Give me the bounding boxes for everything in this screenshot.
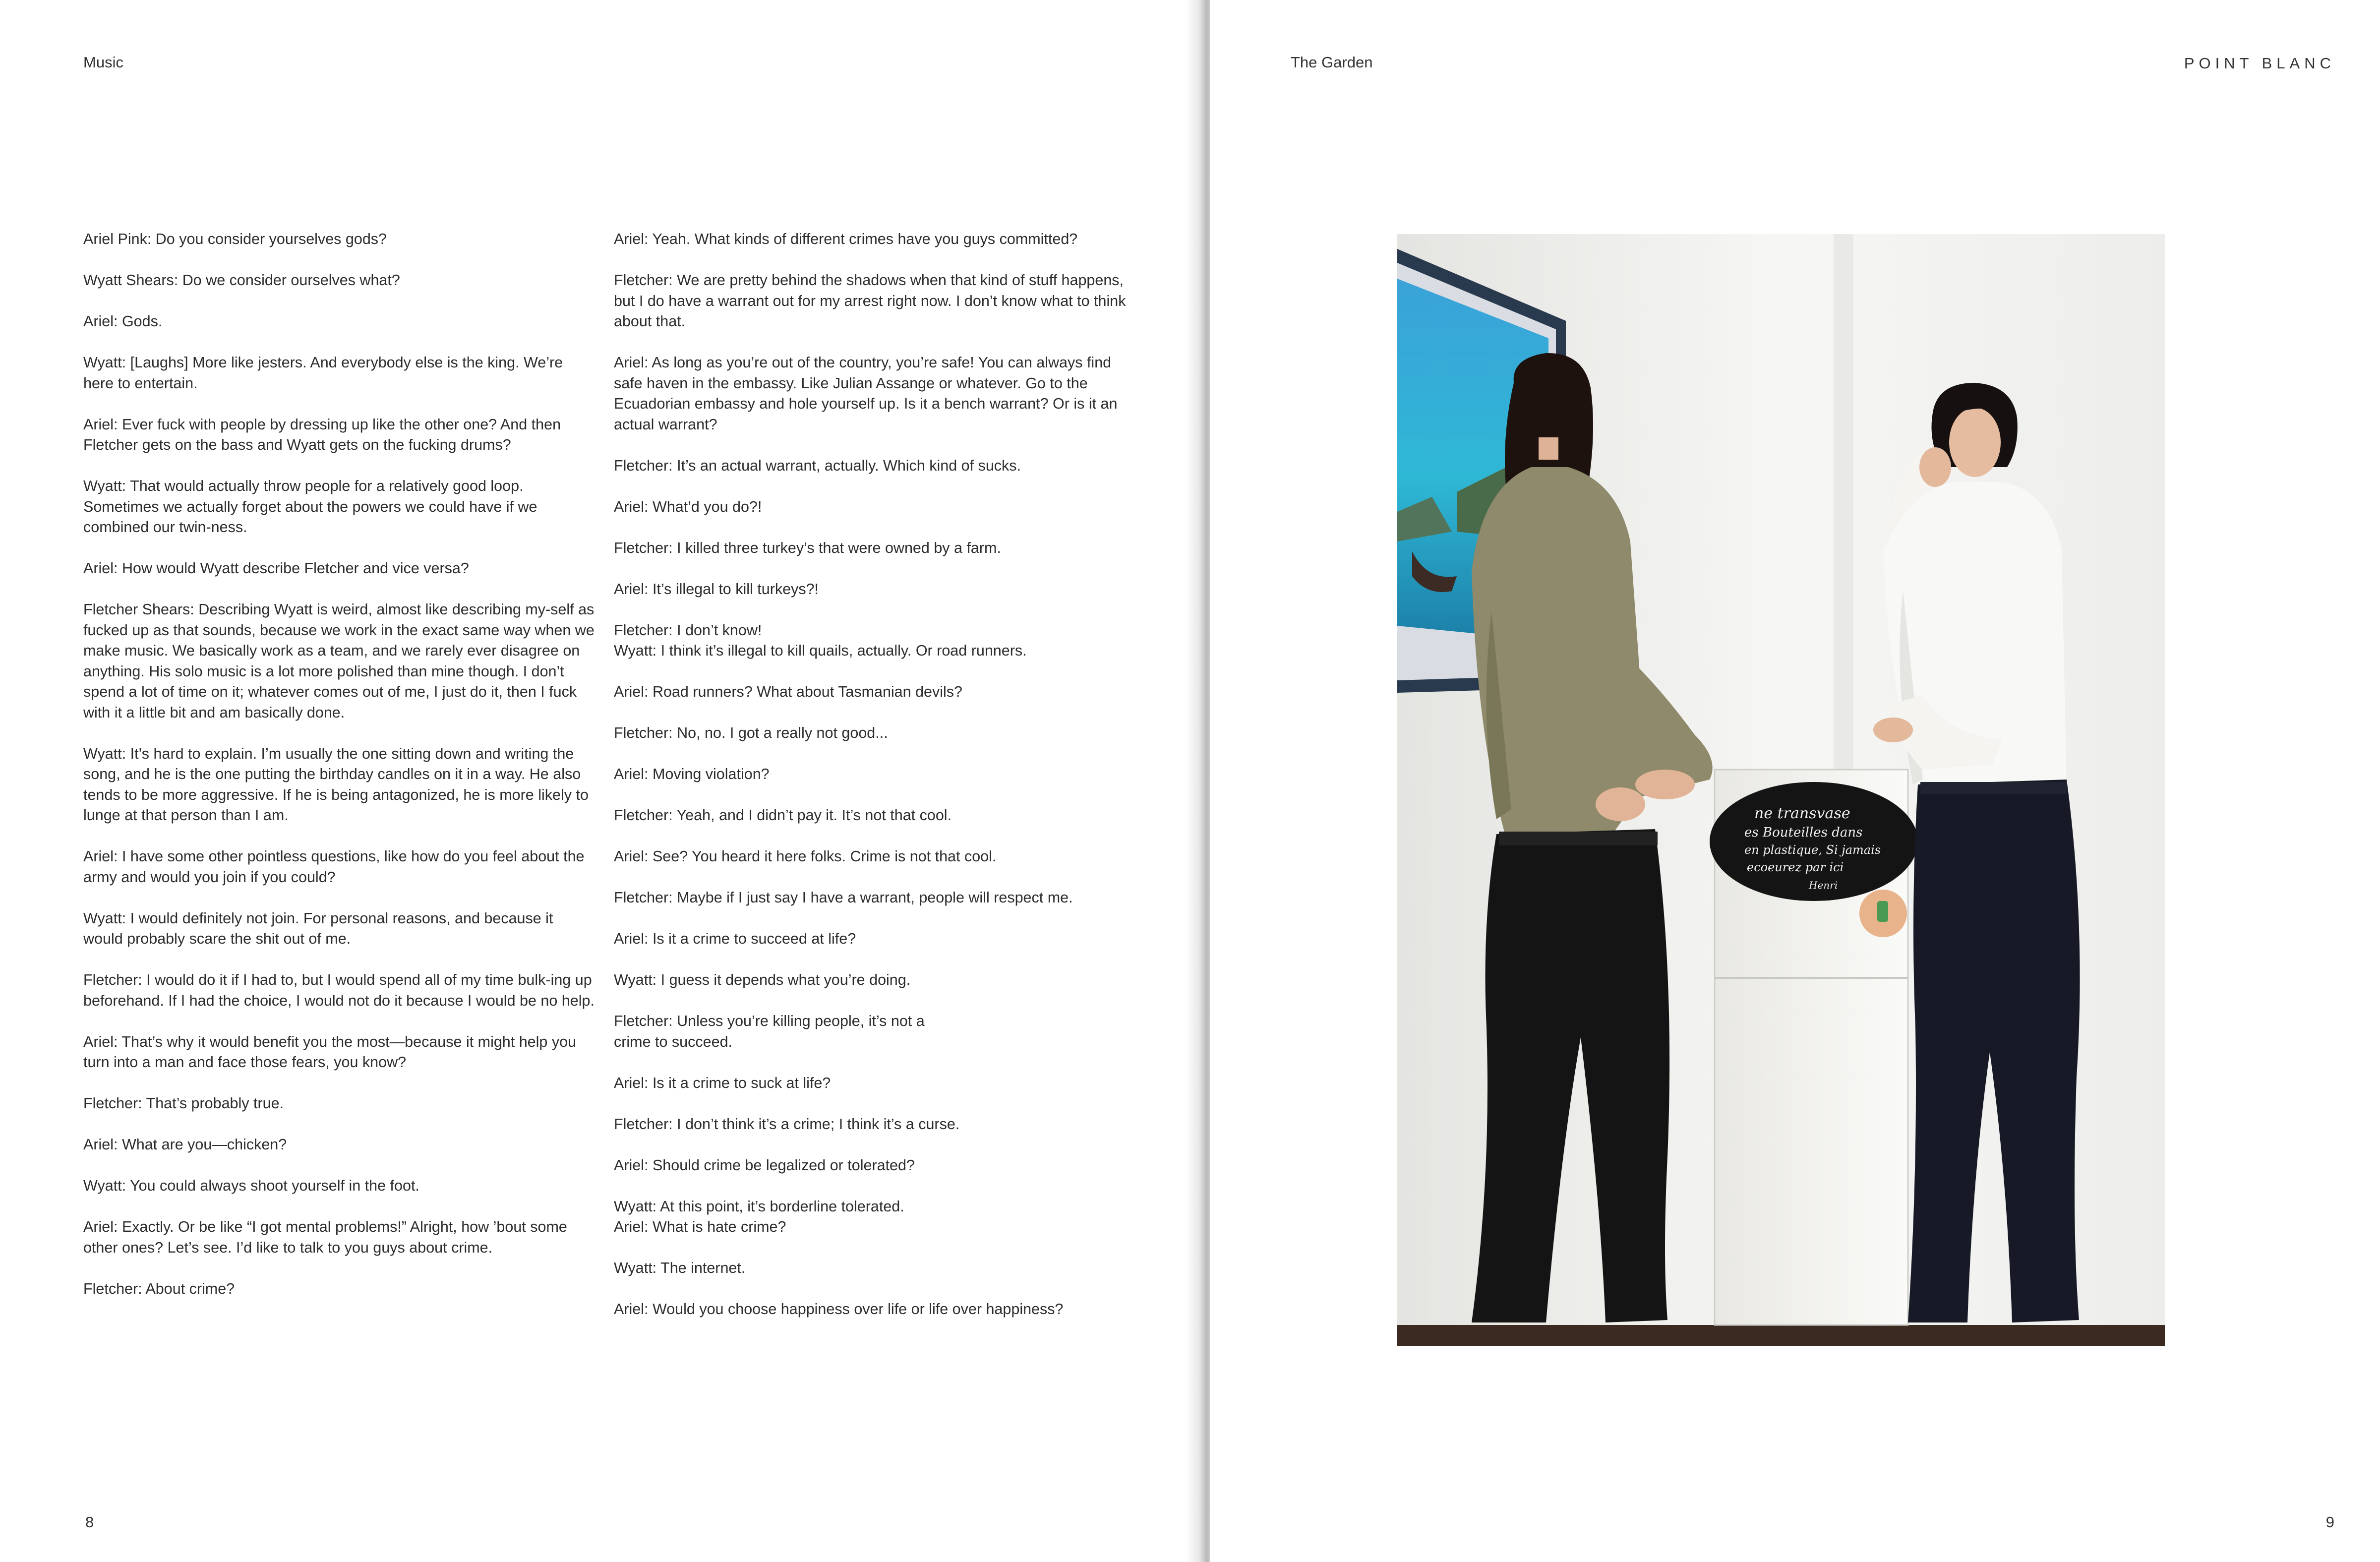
interview-line: Wyatt: I think it’s illegal to kill quails, actually. Or road runners. bbox=[614, 642, 1027, 659]
interview-line: Fletcher: I don’t know! bbox=[614, 621, 762, 639]
interview-paragraph: Fletcher: No, no. I got a really not good... bbox=[614, 724, 888, 741]
interview-paragraph: Ariel: Exactly. Or be like “I got mental problems!” Alright, how ’bout some other ones? Let’s see. I’d like to talk to you guys about crime. bbox=[83, 1218, 567, 1256]
interview-paragraph: Wyatt: You could always shoot yourself in the foot. bbox=[83, 1177, 419, 1194]
interview-paragraph: Ariel: See? You heard it here folks. Crime is not that cool. bbox=[614, 848, 997, 865]
interview-paragraph: Ariel: What are you—chicken? bbox=[83, 1136, 287, 1153]
interview-paragraph: Ariel: Would you choose happiness over life or life over happiness? bbox=[614, 1301, 1064, 1318]
page-number: 8 bbox=[85, 1513, 94, 1531]
interview-paragraph: Wyatt: It’s hard to explain. I’m usually the one sitting down and writing the song, and he is the one putting the birthday candles on it in a way. He also tends to be more aggressive. If he is being antagonized, he is more likely to lunge at that person than I am. bbox=[83, 745, 589, 824]
interview-paragraph: Ariel: How would Wyatt describe Fletcher and vice versa? bbox=[83, 560, 469, 577]
fridge-note-signature: Henri bbox=[1809, 879, 1838, 891]
interview-paragraph: Ariel: Road runners? What about Tasmanian devils? bbox=[614, 683, 963, 700]
interview-line: Fletcher: Unless you’re killing people, it’s not a bbox=[614, 1013, 925, 1029]
interview-paragraph: Ariel: Moving violation? bbox=[614, 766, 770, 782]
interview-paragraph: Wyatt: That would actually throw people for a relatively good loop. Sometimes we actually forget about the powers we could have if we combined our twin-ness. bbox=[83, 478, 537, 536]
interview-paragraph: Ariel: Ever fuck with people by dressing up like the other one? And then Fletcher gets on the bass and Wyatt gets on the fucking drums? bbox=[83, 416, 561, 453]
interview-paragraph: Wyatt Shears: Do we consider ourselves what? bbox=[83, 272, 400, 289]
interview-paragraph: Fletcher: I don’t think it’s a crime; I think it’s a curse. bbox=[614, 1115, 960, 1133]
interview-paragraph: Ariel: As long as you’re out of the country, you’re safe! You can always find safe haven in the embassy. Like Julian Assange or whatever. Go to the Ecuadorian embassy and hole yourself up. Is it a bench warrant? Or is it an actual warrant? bbox=[614, 354, 1118, 433]
interview-paragraph: Ariel: Is it a crime to succeed at life? bbox=[614, 930, 856, 947]
interview-paragraph bbox=[614, 1011, 1127, 1052]
section-label: The Garden bbox=[1291, 54, 1373, 71]
portrait-photo bbox=[1397, 234, 2165, 1346]
interview-paragraph: Wyatt: The internet. bbox=[614, 1260, 746, 1276]
interview-paragraph: Fletcher Shears: Describing Wyatt is weird, almost like describing my-self as fucked up as that sounds, because we work in the exact same way when we make music. We basically work as a team, and we rarely ever disagree on anything. His solo music is a lot more polished than mine though. I don’t spend a lot of time on it; whatever comes out of me, I just do it, then I fuck with it a little bit and am basically done. bbox=[83, 601, 595, 721]
page-number: 9 bbox=[2325, 1513, 2334, 1531]
interview-paragraph: Ariel: Should crime be legalized or tolerated? bbox=[614, 1156, 915, 1174]
interview-line: Ariel: What is hate crime? bbox=[614, 1218, 786, 1235]
fridge-note-line: ecoeurez par ici bbox=[1747, 860, 1844, 874]
interview-paragraph: Fletcher: Maybe if I just say I have a warrant, people will respect me. bbox=[614, 889, 1073, 906]
interview-column-2 bbox=[614, 229, 1127, 1340]
fridge-note-line: en plastique, Si jamais bbox=[1744, 843, 1881, 857]
fridge-note-line: es Bouteilles dans bbox=[1744, 825, 1863, 840]
interview-column-1 bbox=[83, 229, 596, 1320]
magazine-brand: POINT BLANC bbox=[2184, 55, 2335, 72]
interview-paragraph: Ariel: It’s illegal to kill turkeys?! bbox=[614, 580, 819, 598]
interview-paragraph: Wyatt: [Laughs] More like jesters. And everybody else is the king. We’re here to entertain. bbox=[83, 354, 563, 392]
interview-paragraph: Wyatt: I guess it depends what you’re doing. bbox=[614, 971, 911, 988]
interview-paragraph: Ariel: Yeah. What kinds of different crimes have you guys committed? bbox=[614, 231, 1078, 247]
interview-paragraph: Fletcher: I would do it if I had to, but I would spend all of my time bulk-ing up beforehand. If I had the choice, I would not do it because I would be no help. bbox=[83, 971, 595, 1009]
interview-paragraph: Wyatt: I would definitely not join. For personal reasons, and because it would probably scare the shit out of me. bbox=[83, 909, 553, 947]
interview-paragraph: Ariel: Is it a crime to suck at life? bbox=[614, 1074, 831, 1091]
interview-paragraph bbox=[614, 620, 1127, 661]
interview-line: crime to succeed. bbox=[614, 1033, 733, 1050]
fridge bbox=[1710, 770, 1918, 1325]
interview-paragraph: Fletcher: I killed three turkey’s that were owned by a farm. bbox=[614, 539, 1001, 556]
interview-line: Wyatt: At this point, it’s borderline tolerated. bbox=[614, 1198, 904, 1215]
interview-paragraph: Ariel: What’d you do?! bbox=[614, 498, 762, 515]
interview-paragraph: Ariel: Gods. bbox=[83, 313, 163, 330]
interview-paragraph: Ariel: I have some other pointless questions, like how do you feel about the army and would you join if you could? bbox=[83, 848, 585, 886]
interview-paragraph: Fletcher: That’s probably true. bbox=[83, 1095, 284, 1112]
interview-paragraph: Ariel: That’s why it would benefit you the most—because it might help you turn into a man and face those fears, you know? bbox=[83, 1033, 577, 1071]
photo-illustration bbox=[1397, 234, 2165, 1346]
interview-paragraph: Ariel Pink: Do you consider yourselves gods? bbox=[83, 231, 387, 247]
interview-paragraph: Fletcher: About crime? bbox=[83, 1280, 235, 1297]
interview-paragraph: Fletcher: We are pretty behind the shadows when that kind of stuff happens, but I do have a warrant out for my arrest right now. I don’t know what to think about that. bbox=[614, 272, 1126, 330]
section-label: Music bbox=[83, 54, 123, 71]
fridge-note-line: ne transvase bbox=[1754, 805, 1850, 822]
interview-paragraph: Fletcher: It’s an actual warrant, actually. Which kind of sucks. bbox=[614, 457, 1021, 474]
interview-paragraph bbox=[614, 1197, 1127, 1238]
interview-paragraph: Fletcher: Yeah, and I didn’t pay it. It’s not that cool. bbox=[614, 807, 952, 824]
